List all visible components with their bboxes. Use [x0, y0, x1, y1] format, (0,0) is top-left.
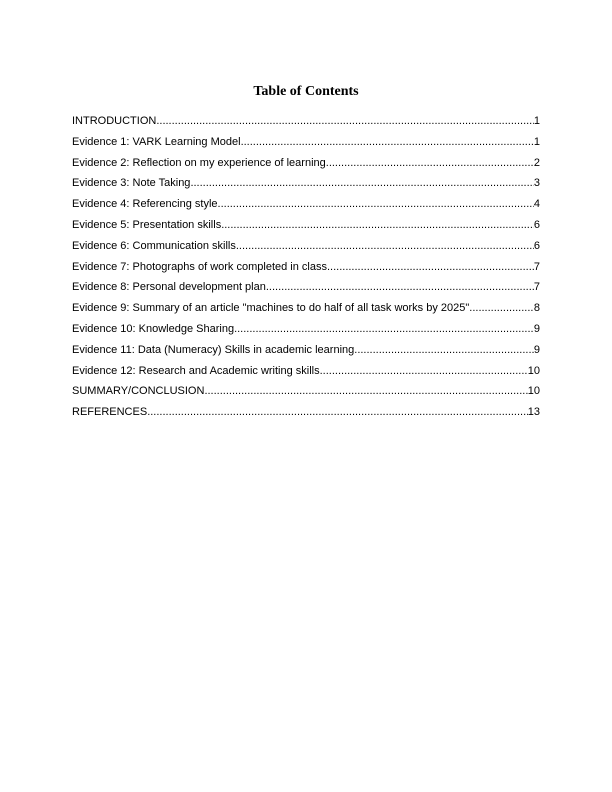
toc-entry-evidence-7[interactable] [72, 257, 540, 278]
toc-entry-evidence-11[interactable] [72, 340, 540, 361]
toc-dot-leader [234, 319, 534, 340]
toc-entry-evidence-12[interactable] [72, 361, 540, 382]
toc-entry-page: 2 [533, 156, 540, 169]
toc-entry-label: Evidence 11: Data (Numeracy) Skills in academic learning [72, 343, 355, 356]
toc-entry-label: Evidence 12: Research and Academic writing skills [72, 364, 320, 377]
toc-entry-label: Evidence 10: Knowledge Sharing [72, 322, 235, 335]
toc-entry-page: 6 [533, 218, 540, 231]
toc-entry-page: 1 [533, 115, 540, 127]
toc-dot-leader [320, 361, 528, 382]
toc-dot-leader [218, 194, 534, 215]
toc-entry-page: 4 [533, 198, 540, 211]
toc-entry-summary-conclusion[interactable] [72, 381, 540, 402]
toc-entry-evidence-10[interactable] [72, 319, 540, 340]
toc-entry-label: Evidence 7: Photographs of work completed in class [72, 260, 327, 273]
toc-dot-leader [236, 236, 534, 257]
toc-entry-label: Evidence 5: Presentation skills [72, 218, 222, 231]
toc-entry-evidence-8[interactable] [72, 277, 540, 298]
toc-entry-evidence-1[interactable] [72, 132, 540, 153]
toc-entry-label: SUMMARY/CONCLUSION [72, 385, 205, 398]
toc-title: Table of Contents [253, 84, 359, 99]
toc-list [72, 111, 540, 423]
toc-entry-evidence-6[interactable] [72, 236, 540, 257]
toc-entry-page: 7 [533, 260, 540, 273]
toc-dot-leader [190, 173, 533, 194]
toc-entry-page: 7 [533, 281, 540, 294]
toc-entry-page: 8 [533, 302, 540, 315]
toc-dot-leader [266, 277, 534, 298]
toc-dot-leader [156, 111, 534, 132]
toc-dot-leader [221, 215, 534, 236]
toc-dot-leader [241, 132, 534, 153]
toc-dot-leader [469, 298, 534, 319]
toc-dot-leader [204, 381, 527, 402]
toc-entry-label: Evidence 2: Reflection on my experience of learning [72, 156, 326, 169]
toc-entry-label: REFERENCES [72, 406, 148, 419]
toc-entry-introduction[interactable] [72, 111, 540, 132]
toc-dot-leader [147, 402, 528, 423]
toc-entry-page: 9 [533, 322, 540, 335]
toc-entry-page: 13 [527, 406, 540, 419]
toc-entry-page: 10 [527, 364, 540, 377]
toc-entry-label: INTRODUCTION [72, 115, 157, 127]
toc-entry-label: Evidence 6: Communication skills [72, 239, 236, 252]
toc-entry-references[interactable] [72, 402, 540, 423]
toc-entry-evidence-3[interactable] [72, 173, 540, 194]
toc-dot-leader [354, 340, 534, 361]
toc-entry-label: Evidence 8: Personal development plan [72, 281, 266, 294]
toc-entry-evidence-5[interactable] [72, 215, 540, 236]
toc-entry-page: 9 [533, 343, 540, 356]
toc-entry-evidence-9[interactable] [72, 298, 540, 319]
toc-entry-page: 10 [527, 385, 540, 398]
toc-entry-label: Evidence 4: Referencing style [72, 198, 218, 211]
toc-dot-leader [326, 153, 534, 174]
toc-entry-page: 6 [533, 239, 540, 252]
toc-entry-label: Evidence 1: VARK Learning Model [72, 135, 241, 148]
toc-entry-label: Evidence 9: Summary of an article "machines to do half of all task works by 2025" [72, 302, 470, 315]
toc-entry-evidence-4[interactable] [72, 194, 540, 215]
toc-entry-label: Evidence 3: Note Taking [72, 177, 191, 190]
toc-entry-page: 3 [533, 177, 540, 190]
toc-entry-page: 1 [533, 135, 540, 148]
toc-dot-leader [327, 257, 534, 278]
toc-entry-evidence-2[interactable] [72, 153, 540, 174]
